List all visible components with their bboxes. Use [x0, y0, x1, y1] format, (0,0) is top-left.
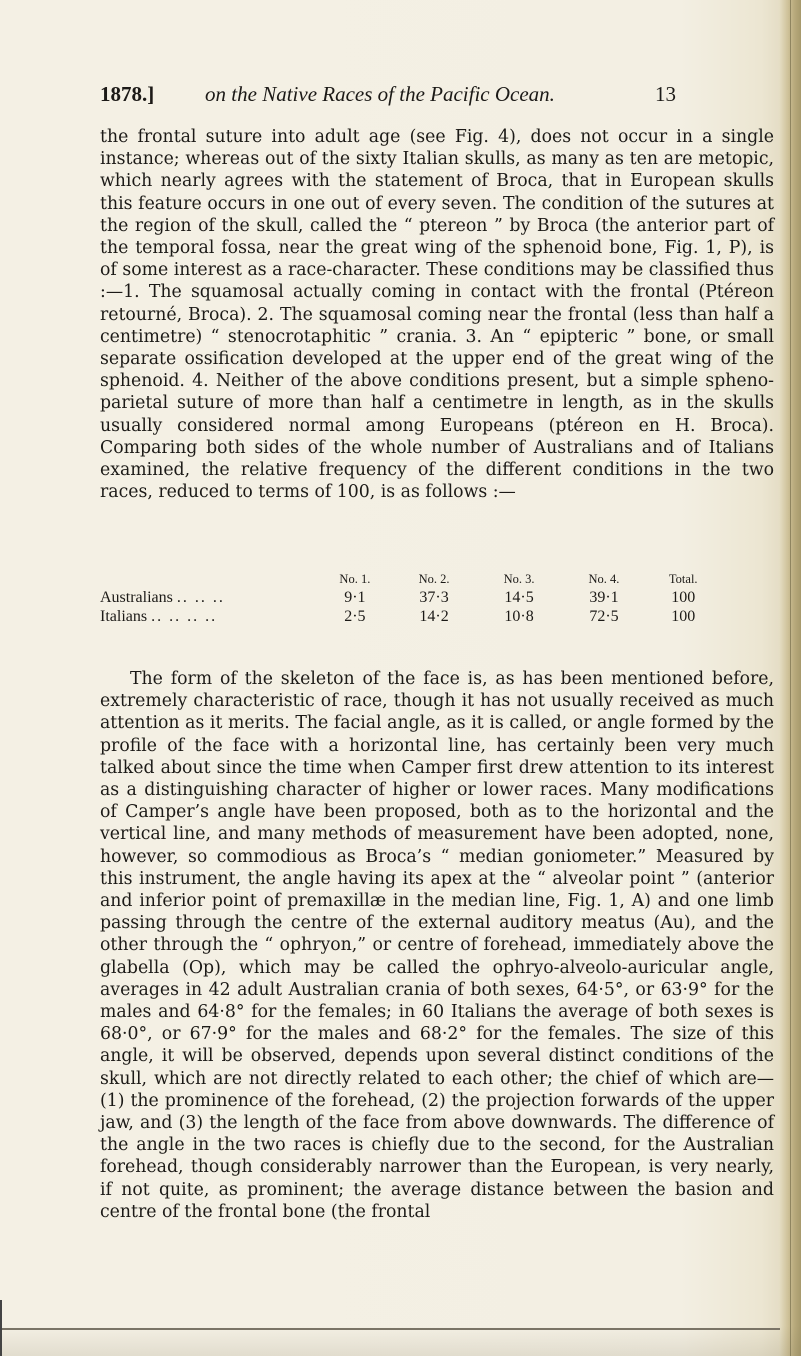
table-header-cell: Total.: [668, 571, 698, 586]
row-label: [100, 607, 318, 626]
bottom-rule: [0, 1328, 780, 1330]
table-cell: 100: [671, 607, 696, 625]
table-cell: 14·5: [504, 588, 534, 606]
row-label-text: Australians: [100, 588, 173, 606]
table-header-empty: [100, 570, 318, 588]
table-cell: 39·1: [589, 588, 619, 606]
table-header-cell: No. 2.: [418, 571, 450, 586]
table-row: [100, 607, 720, 626]
paragraph-facial-angle: The form of the skeleton of the face is, as has been mentioned before, extremely characteristic of race, though it has not usually received as much attention as it merits. The facial angle, as it is called, or angle formed by the profile of the face with a horizontal line, has certainly been very much talked about since the time when Camper first drew attention to its interest as a distinguishing character of higher or lower races. Many modifications of Camper’s angle have been proposed, both as to the horizontal and the vertical line, and many methods of measurement have been adopted, none, however, so commodious as Broca’s “ median goniometer.” Measured by this instrument, the angle having its apex at the “ alveolar point ” (anterior and inferior point of premaxillæ in the median line, Fig. 1, A) and one limb passing through the centre of the external auditory meatus (Au), and the other through the “ ophryon,” or centre of forehead, immediately above the glabella (Op), which may be called the ophryo-alveolo-auricular angle, averages in 42 adult Australian crania of both sexes, 64·5°, or 63·9° for the males and 64·8° for the females; in 60 Italians the average of both sexes is 68·0°, or 67·9° for the males and 68·2° for the females. The size of this angle, it will be observed, depends upon several distinct conditions of the skull, which are not directly related to each other; the chief of which are— (1) the prominence of the forehead, (2) the projection forwards of the upper jaw, and (3) the length of the face from above downwards. The difference of the angle in the two races is chiefly due to the second, for the Australian forehead, though considerably narrower than the European, is very nearly, if not quite, as prominent; the average distance between the basion and centre of the frontal bone (the frontal: [100, 669, 774, 1222]
left-margin-mark: [0, 1300, 2, 1356]
table-header-cell: No. 3.: [503, 571, 535, 586]
leader-dots: .. .. .. ..: [151, 607, 218, 625]
bottom-shadow: [0, 1326, 801, 1356]
page-edge-line: [790, 0, 791, 1356]
table-cell: 9·1: [344, 588, 366, 606]
row-label: [100, 588, 318, 607]
table-cell: 72·5: [589, 607, 619, 625]
paragraph-ptereon: the frontal suture into adult age (see Fig. 4), does not occur in a single instance; whereas out of the sixty Italian skulls, as many as ten are metopic, which nearly agrees with the statement of Broca, that in European skulls this feature occurs in one out of every seven. The condition of the sutures at the region of the skull, called the “ ptereon ” by Broca (the anterior part of the temporal fossa, near the great wing of the sphenoid bone, Fig. 1, P), is of some interest as a race-character. These conditions may be classified thus :—1. The squamosal actually coming in contact with the frontal (Ptéreon retourné, Broca). 2. The squamosal coming near the frontal (less than half a centimetre) “ stenocrotaphitic ” crania. 3. An “ epipteric ” bone, or small separate ossification developed at the upper end of the great wing of the sphenoid. 4. Neither of the above conditions present, but a simple spheno-parietal suture of more than half a centimetre in length, as in the skulls usually considered normal among Europeans (ptéreon en H. Broca). Comparing both sides of the whole number of Australians and of Italians examined, the relative frequency of the different conditions in the two races, reduced to terms of 100, is as follows :—: [100, 127, 774, 503]
table-cell: 2·5: [344, 607, 366, 625]
running-header: [100, 82, 676, 112]
table-cell: 100: [671, 588, 696, 606]
frequency-table: [100, 570, 720, 626]
table-cell: 10·8: [504, 607, 534, 625]
table-header-cell: No. 4.: [588, 571, 620, 586]
row-label-text: Italians: [100, 607, 148, 625]
header-running-title: on the Native Races of the Pacific Ocean.: [205, 82, 555, 106]
page-number: 13: [655, 82, 676, 106]
table-header-cell: No. 1.: [339, 571, 371, 586]
header-year: 1878.]: [100, 82, 155, 106]
table-cell: 14·2: [419, 607, 449, 625]
table-header-row: [100, 570, 720, 588]
leader-dots: .. .. ..: [176, 588, 225, 606]
table-cell: 37·3: [419, 588, 449, 606]
table-row: [100, 588, 720, 607]
